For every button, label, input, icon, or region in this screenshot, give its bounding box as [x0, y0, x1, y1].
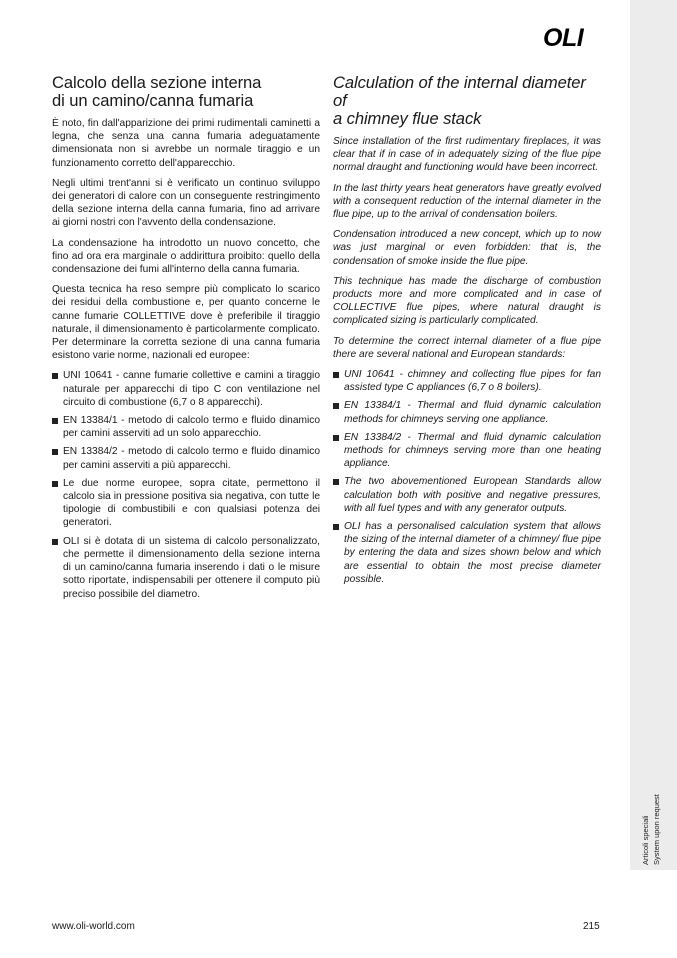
section-label-en: System upon request	[652, 794, 661, 865]
list-item	[52, 414, 320, 440]
list-item	[333, 520, 601, 586]
section-label-it: Articoli speciali	[641, 815, 650, 865]
bullet-icon	[333, 372, 339, 378]
bullet-icon	[52, 418, 58, 424]
paragraph: Questa tecnica ha reso sempre più complicato lo scarico dei residui della combustione e, per quanto concerne le canne fumarie COLLETTIVE dove è preferibile il tiraggio naturale, il dimensionamento è particolarmente complicato. Per determinare la corretta sezione di una canna fumaria esistono varie norme, nazionali ed europee:	[52, 284, 320, 362]
paragraph: Negli ultimi trent'anni si è verificato un continuo sviluppo dei generatori di calore con un conseguente restringimento della sezione interna della canna fumaria, fino ad arrivare ai giorni nostri con l'avvento della condensazione.	[52, 177, 320, 229]
list-item-text: EN 13384/2 - Thermal and fluid dynamic calculation methods for chimneys serving more than one heating appliance.	[344, 431, 601, 470]
list-item-text: UNI 10641 - chimney and collecting flue pipes for fan assisted type C appliances (6,7 o 8 boilers).	[344, 369, 601, 394]
list-item-text: The two abovementioned European Standards allow calculation both with positive and negative pressures, with all fuel types and with any generator outputs.	[344, 476, 601, 514]
title-line: Calcolo della sezione interna	[52, 73, 262, 92]
list-item	[333, 431, 601, 471]
list-item	[333, 399, 601, 425]
list-item	[52, 535, 320, 601]
list-item-text: EN 13384/2 - metodo di calcolo termo e fluido dinamico per camini asserviti a più apparecchi.	[63, 446, 320, 471]
paragraph: È noto, fin dall'apparizione dei primi rudimentali caminetti a legna, che senza una canna fumaria adeguatamente dimensionata non si avrebbe un normale tiraggio e un funzionamento corretto dell'apparecchio.	[52, 118, 320, 169]
bullet-icon	[333, 435, 339, 441]
bullet-icon	[52, 373, 58, 379]
english-column	[333, 74, 601, 591]
title-line: a chimney flue stack	[333, 109, 482, 128]
paragraph: To determine the correct internal diameter of a flue pipe there are several national and European standards:	[333, 335, 601, 360]
paragraph: This technique has made the discharge of combustion products more and more complicated and in case of COLLECTIVE flue pipes, where natural draught is complicated sizing is particularly complicated.	[333, 275, 601, 327]
standards-list	[52, 369, 320, 600]
list-item	[333, 368, 601, 394]
list-item	[333, 475, 601, 515]
bullet-icon	[52, 481, 58, 487]
list-item-text: OLI has a personalised calculation system that allows the sizing of the internal diameter of a chimney/ flue pipe by entering the data and sizes shown below and which are essential to obtain the most precise diameter possible.	[344, 521, 601, 585]
list-item	[52, 369, 320, 409]
list-item-text: OLI si è dotata di un sistema di calcolo personalizzato, che permette il dimensionamento della sezione interna di un camino/canna fumaria inserendo i dati o le misure sotto riportate, indispensabili per ottenere il computo più preciso possibile del diametro.	[63, 535, 320, 600]
bullet-icon	[52, 449, 58, 455]
paragraph: In the last thirty years heat generators have greatly evolved with a consequent reduction of the internal diameter in the flue pipe, up to the arrival of condensation boilers.	[333, 182, 601, 221]
bullet-icon	[333, 479, 339, 485]
bullet-icon	[333, 524, 339, 530]
page-number: 215	[583, 921, 600, 932]
bullet-icon	[52, 539, 58, 545]
paragraph: Since installation of the first rudimentary fireplaces, it was clear that if in case of in adequately sizing of the flue pipe normal draught and functioning would have been incorrect.	[333, 136, 601, 174]
oli-logo: OLI	[543, 24, 584, 52]
side-tab	[630, 0, 677, 870]
list-item	[52, 477, 320, 530]
list-item	[52, 445, 320, 471]
title-line: di un camino/canna fumaria	[52, 91, 254, 110]
list-item-text: UNI 10641 - canne fumarie collettive e camini a tiraggio naturale per apparecchi di tipo C con ventilazione nel circuito di combustione (6,7 o 8 apparecchi).	[63, 370, 320, 408]
list-item-text: Le due norme europee, sopra citate, permettono il calcolo sia in pressione positiva sia negativa, con tutte le tipologie di combustibili e con qualsiasi potenza dei generatori.	[63, 477, 320, 529]
title-line: Calculation of the internal diameter of	[333, 73, 586, 110]
italian-title	[52, 74, 320, 110]
bullet-icon	[333, 403, 339, 409]
section-label	[640, 790, 670, 865]
english-title	[333, 74, 601, 128]
paragraph: Condensation introduced a new concept, which up to now was just marginal or even forbidden: that is, the condensation of smoke inside the flue pipe.	[333, 229, 601, 267]
list-item-text: EN 13384/1 - Thermal and fluid dynamic calculation methods for chimneys serving one appliance.	[344, 400, 601, 425]
italian-column	[52, 74, 320, 606]
list-item-text: EN 13384/1 - metodo di calcolo termo e fluido dinamico per camini asserviti ad un solo apparecchio.	[63, 415, 320, 440]
paragraph: La condensazione ha introdotto un nuovo concetto, che fino ad ora era marginale o addirittura proibito: quello della condensazione dei fumi all'interno della canna fumaria.	[52, 237, 320, 276]
standards-list	[333, 368, 601, 586]
footer-url[interactable]: www.oli-world.com	[52, 921, 135, 932]
